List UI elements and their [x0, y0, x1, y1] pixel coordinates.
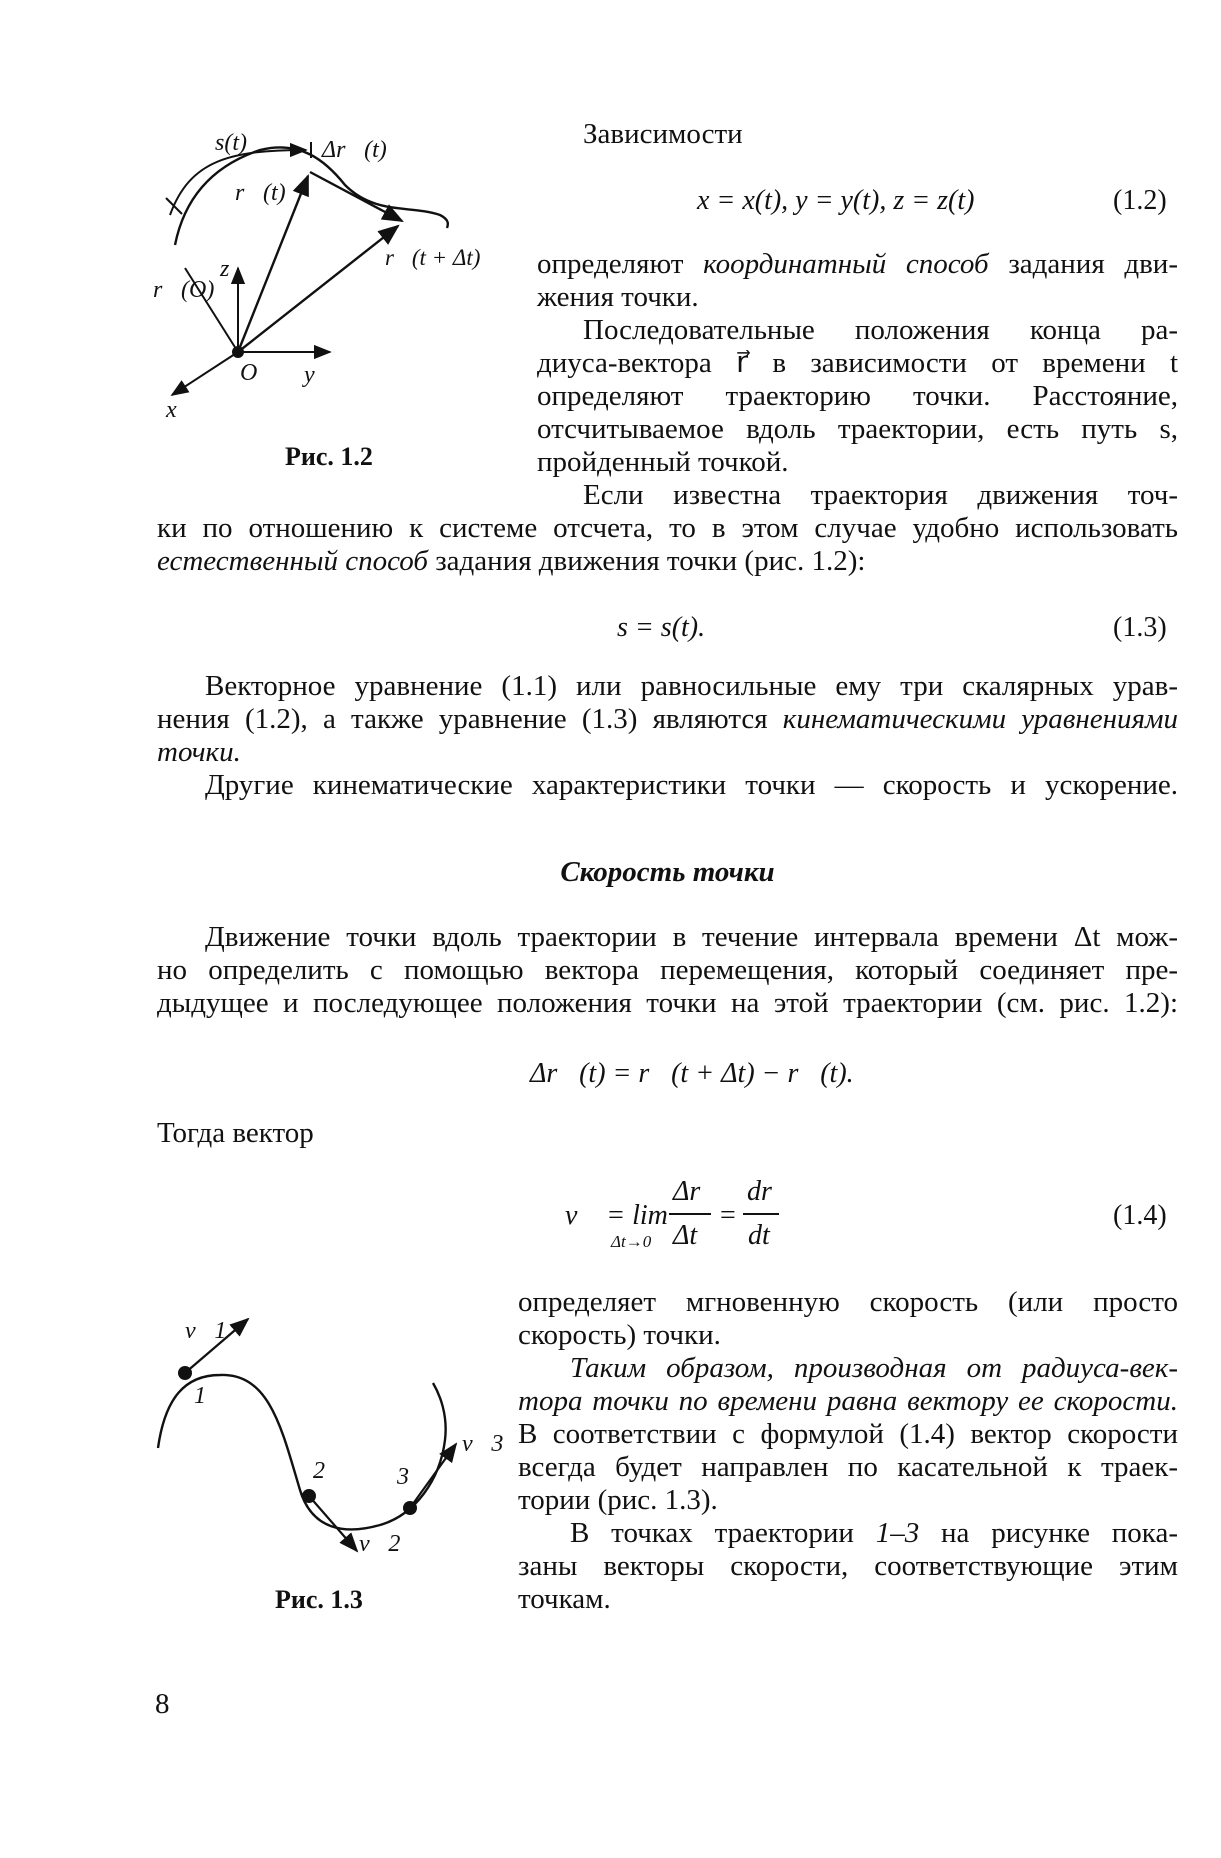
- p10-l1a: В точках траектории: [570, 1517, 876, 1549]
- equation-1-3: s = s(t).: [617, 612, 706, 643]
- eq14-lhs: v⃗ = lim: [565, 1200, 668, 1231]
- p4-line2: [157, 703, 1178, 736]
- figure-1-3: [150, 1300, 510, 1600]
- eq14-den2: dt: [748, 1220, 770, 1251]
- p5-line1: Другие кинематические характеристики точки — скорость и ускорение.: [205, 769, 1178, 801]
- x-axis: [172, 352, 238, 395]
- p9-line5: тории (рис. 1.3).: [518, 1484, 718, 1516]
- equation-1-3-number: (1.3): [1113, 612, 1167, 643]
- eq14-bar1: [669, 1213, 711, 1215]
- label-x: x: [166, 397, 177, 423]
- v3-vector: [410, 1444, 456, 1508]
- v2-vector: [309, 1496, 357, 1551]
- section-heading: Скорость точки: [560, 856, 775, 888]
- label-dr: Δr⃗(t): [322, 137, 387, 163]
- equation-1-4: [565, 1176, 794, 1254]
- point-3: [403, 1501, 417, 1515]
- p10-line3: точкам.: [518, 1583, 611, 1615]
- term-coordinate-method: координатный способ: [703, 248, 989, 280]
- p1-l2a: определяют: [537, 248, 704, 280]
- equation-1-2: x = x(t), y = y(t), z = z(t): [697, 185, 975, 216]
- p4-line1: Векторное уравнение (1.1) или равносильные ему три скалярных урав-: [205, 670, 1178, 702]
- p2-line5: пройденный точкой.: [537, 446, 789, 478]
- label-p2: 2: [313, 1458, 325, 1484]
- eq14-num1: Δr⃗: [673, 1176, 723, 1207]
- p2-line3: определяют траекторию точки. Расстояние,: [537, 380, 1178, 412]
- p3-line1: Если известна траектория движения точ-: [583, 479, 1178, 511]
- p9-l1: Таким образом, производная от радиуса-век-: [570, 1352, 1178, 1384]
- p8-line1: определяет мгновенную скорость (или просто: [518, 1286, 1178, 1318]
- p4-line3: точки.: [157, 736, 241, 768]
- label-r: r⃗(t): [235, 180, 286, 206]
- label-v3: v⃗3: [462, 1431, 504, 1457]
- label-s: s(t): [215, 130, 247, 156]
- p10-line1: [570, 1517, 1178, 1550]
- equation-1-2-number: (1.2): [1113, 185, 1167, 216]
- figure-1-2: [150, 112, 510, 442]
- page-number: 8: [155, 1688, 170, 1720]
- label-z: z: [220, 256, 230, 282]
- p2-line1: Последовательные положения конца ра-: [583, 314, 1178, 346]
- origin-point: [232, 346, 244, 358]
- p3-line2: ки по отношению к системе отсчета, то в этом случае удобно использовать: [157, 512, 1178, 544]
- p1-line1: Зависимости: [583, 118, 743, 150]
- p9-line4: всегда будет направлен по касательной к траек-: [518, 1451, 1178, 1483]
- label-y: y: [304, 362, 315, 388]
- p6-line1: Движение точки вдоль траектории в течение интервала времени Δt мож-: [205, 921, 1178, 953]
- label-p1: 1: [194, 1383, 206, 1409]
- label-o: O: [240, 360, 258, 386]
- p8-line2: скорость) точки.: [518, 1319, 721, 1351]
- p9-line2: тора точки по времени равна вектору ее скорости.: [518, 1385, 1178, 1417]
- point-2: [302, 1489, 316, 1503]
- eq14-den1: Δt: [673, 1220, 698, 1251]
- p4-l2a: нения (1.2), а также уравнение (1.3) являются: [157, 703, 783, 735]
- term-kinematic-equations: кинематическими уравнениями: [782, 703, 1178, 735]
- dr-vector: [310, 172, 402, 221]
- eq14-bar2: [743, 1213, 779, 1215]
- p9-line3: В соответствии с формулой (1.4) вектор скорости: [518, 1418, 1178, 1450]
- p10-l1c: на рисунке пока-: [919, 1517, 1178, 1549]
- term-natural-method: естественный способ: [157, 545, 428, 577]
- eq14-eq: =: [720, 1200, 736, 1231]
- p9-line1: [570, 1352, 1178, 1385]
- figure-1-3-caption: Рис. 1.3: [275, 1585, 363, 1614]
- label-v1: v⃗1: [185, 1318, 227, 1344]
- p2-line2: диуса-вектора r⃗ в зависимости от времени t: [537, 347, 1178, 379]
- figure-1-2-caption: Рис. 1.2: [285, 442, 373, 471]
- p3-line3: [157, 545, 865, 578]
- p6-line2: но определить с помощью вектора перемещения, который соединяет пре-: [157, 954, 1178, 986]
- label-p3: 3: [397, 1464, 409, 1490]
- p6-line3: дыдущее и последующее положения точки на этой траектории (см. рис. 1.2):: [157, 987, 1178, 1019]
- label-r0: r⃗(O): [153, 277, 215, 303]
- label-rdt: r⃗(t + Δt): [385, 245, 481, 270]
- p1-line2: [537, 248, 1178, 281]
- p10-line2: заны векторы скорости, соответствующие этим: [518, 1550, 1178, 1582]
- p7-line1: Тогда вектор: [157, 1117, 314, 1149]
- p1-l2c: задания дви-: [988, 248, 1178, 280]
- label-v2: v⃗2: [359, 1531, 401, 1557]
- eq14-num2: dr⃗: [747, 1176, 794, 1207]
- p3-l3b: задания движения точки (рис. 1.2):: [427, 545, 866, 577]
- p10-l1b: 1–3: [875, 1517, 920, 1549]
- equation-1-4-number: (1.4): [1113, 1200, 1167, 1231]
- p1-line3: жения точки.: [537, 281, 699, 313]
- point-1: [178, 1366, 192, 1380]
- equation-displacement: Δr⃗(t) = r⃗(t + Δt) − r⃗(t).: [530, 1058, 854, 1089]
- p2-line4: отсчитываемое вдоль траектории, есть путь s,: [537, 413, 1178, 445]
- eq14-sub: Δt→0: [611, 1232, 652, 1251]
